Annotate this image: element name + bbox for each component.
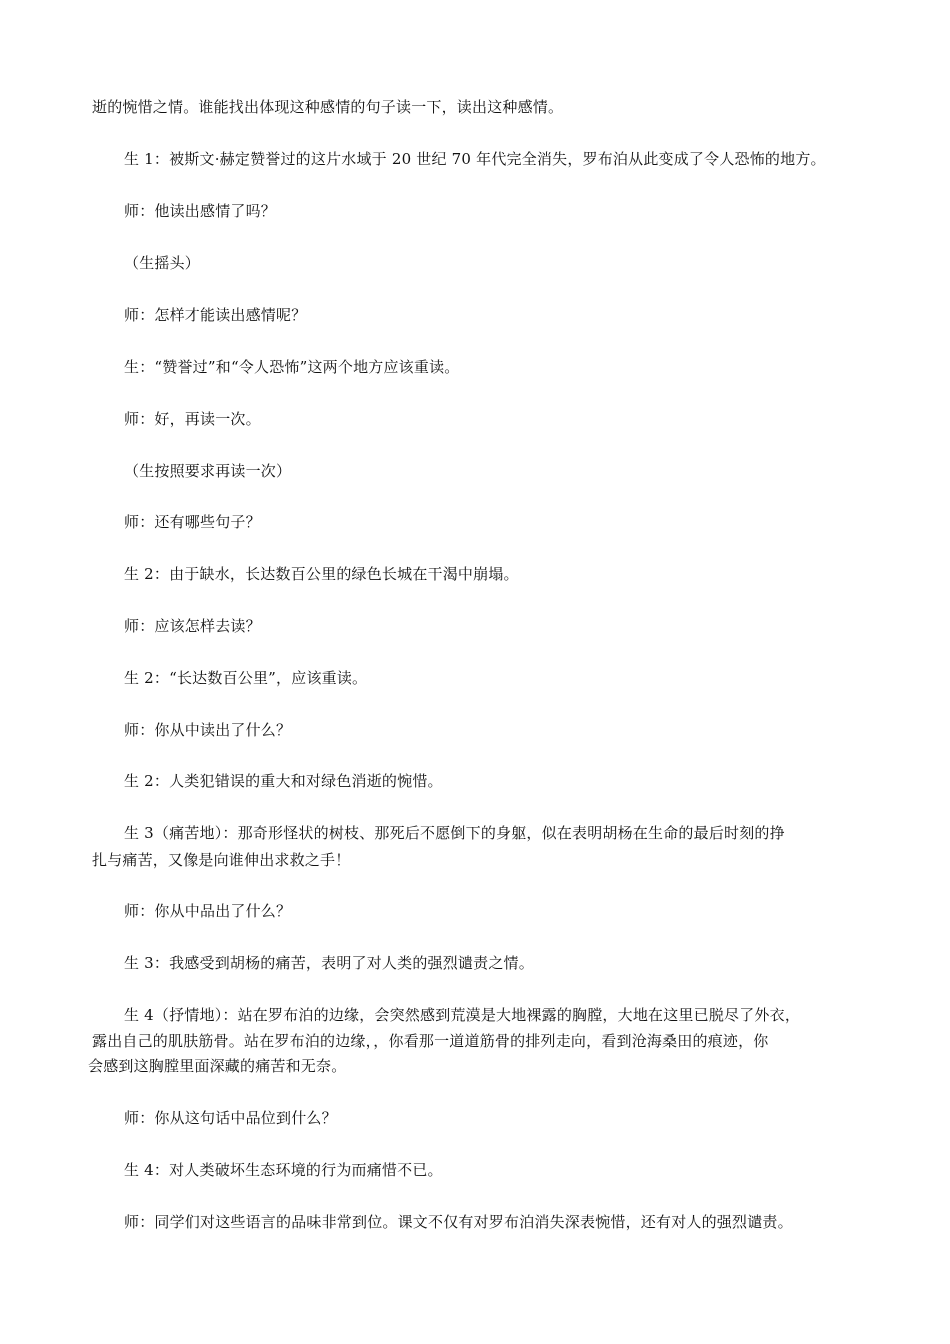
paragraph-continuation: 会感到这胸膛里面深藏的痛苦和无奈。	[88, 1057, 347, 1075]
paragraph-text: （生摇头）	[124, 254, 201, 272]
paragraph-text: （生按照要求再读一次）	[124, 462, 292, 480]
paragraph-text: 生 2：人类犯错误的重大和对绿色消逝的惋惜。	[124, 772, 443, 790]
paragraph-continuation: 露出自己的肌肤筋骨。站在罗布泊的边缘，，你看那一道道筋骨的排列走向，看到沧海桑田的痕迹，你	[92, 1032, 769, 1050]
paragraph-text: 师：你从中读出了什么？	[124, 721, 292, 739]
paragraph-text: 生 4：对人类破坏生态环境的行为而痛惜不已。	[124, 1161, 443, 1179]
paragraph-text: 师：同学们对这些语言的品味非常到位。课文不仅有对罗布泊消失深表惋惜，还有对人的强烈谴责。	[124, 1213, 793, 1231]
paragraph-text: 师：他读出感情了吗？	[124, 202, 277, 220]
paragraph-text: 师：还有哪些句子？	[124, 513, 261, 531]
paragraph-text: 师：怎样才能读出感情呢？	[124, 306, 307, 324]
paragraph-text: 生 4（抒情地）：站在罗布泊的边缘，会突然感到荒漠是大地裸露的胸膛，大地在这里已脱尽了外衣，	[124, 1006, 801, 1024]
paragraph-text: 生 3（痛苦地）：那奇形怪状的树枝、那死后不愿倒下的身躯，似在表明胡杨在生命的最后时刻的挣	[124, 824, 785, 842]
paragraph-text: 师：你从这句话中品位到什么？	[124, 1109, 337, 1127]
paragraph-text: 生 2：“长达数百公里”，应该重读。	[124, 669, 368, 687]
paragraph-text: 逝的惋惜之情。谁能找出体现这种感情的句子读一下，读出这种感情。	[92, 98, 564, 116]
paragraph-text: 生：“赞誉过”和“令人恐怖”这两个地方应该重读。	[124, 358, 460, 376]
paragraph-text: 师：好，再读一次。	[124, 410, 261, 428]
paragraph-text: 师：应该怎样去读？	[124, 617, 261, 635]
paragraph-text: 生 3：我感受到胡杨的痛苦，表明了对人类的强烈谴责之情。	[124, 954, 534, 972]
paragraph-text: 生 2：由于缺水，长达数百公里的绿色长城在干渴中崩塌。	[124, 565, 519, 583]
paragraph-continuation: 扎与痛苦，又像是向谁伸出求救之手！	[92, 851, 351, 869]
paragraph-text: 生 1：被斯文·赫定赞誉过的这片水域于 20 世纪 70 年代完全消失，罗布泊从此变成了令人恐怖的地方。	[124, 150, 826, 168]
paragraph-text: 师：你从中品出了什么？	[124, 902, 292, 920]
